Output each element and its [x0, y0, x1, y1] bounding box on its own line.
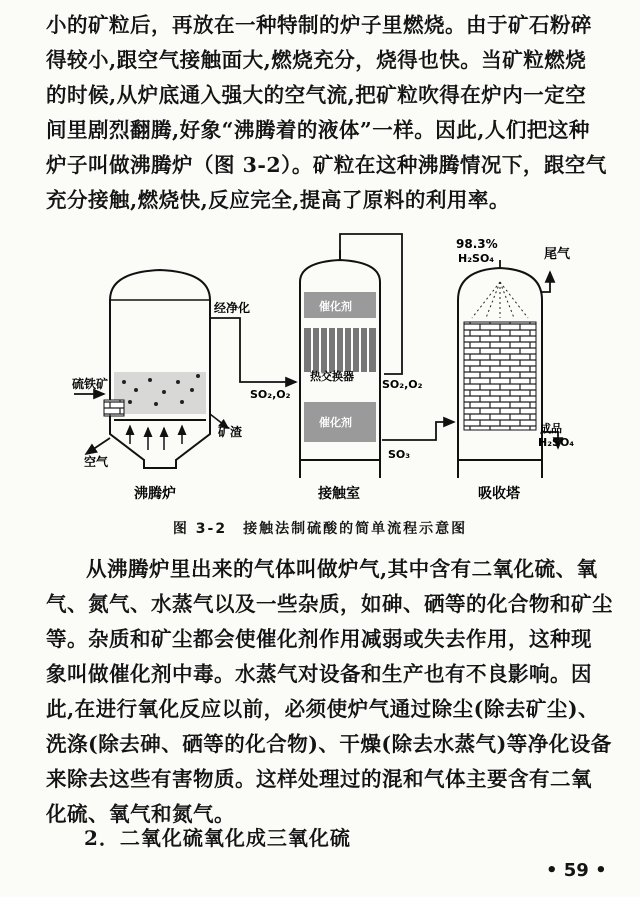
- paragraph-2: [46, 552, 612, 832]
- so3-label: SO₃: [388, 448, 411, 461]
- text-line: 充分接触,燃烧快,反应完全,提高了原料的利用率。: [46, 188, 510, 212]
- slag-label: 矿渣: [218, 425, 243, 439]
- contact-chamber: [300, 250, 380, 478]
- furnace-gas-label: SO₂,O₂: [250, 388, 291, 401]
- section-heading: 2．二氧化硫氧化成三氧化硫: [84, 826, 351, 850]
- acid-formula-label: H₂SO₄: [458, 252, 495, 265]
- sulfuric-acid-process-diagram: [64, 222, 604, 512]
- product-formula-label: H₂SO₄: [538, 436, 575, 449]
- purified-label: 经净化: [214, 301, 251, 315]
- text-line: 等。杂质和矿尘都会使催化剂作用减弱或失去作用，这种现: [46, 627, 592, 651]
- tail-gas-label: 尾气: [544, 247, 571, 262]
- figure-caption: 图 3-2 接触法制硫酸的简单流程示意图: [172, 521, 468, 537]
- text-line: 小的矿粒后，再放在一种特制的炉子里燃烧。由于矿石粉碎: [46, 13, 592, 37]
- text-line: 此,在进行氧化反应以前，必须使炉气通过除尘(除去矿尘)、: [46, 697, 600, 721]
- text-line: 象叫做催化剂中毒。水蒸气对设备和生产也有不良影响。因: [46, 662, 592, 686]
- absorption-tower-name: 吸收塔: [478, 486, 520, 502]
- product-label: 成品: [540, 422, 562, 435]
- catalyst-bottom-label: 催化剂: [319, 416, 352, 429]
- boiling-furnace: [104, 270, 228, 468]
- absorption-tower: [458, 268, 542, 478]
- so2-o2-label: SO₂,O₂: [382, 378, 423, 391]
- text-line: 洗涤(除去砷、硒等的化合物)、干燥(除去水蒸气)等净化设备: [46, 732, 612, 756]
- contact-chamber-name: 接触室: [318, 486, 360, 502]
- catalyst-top-label: 催化剂: [319, 300, 352, 313]
- heat-exchanger-label: 热交换器: [310, 370, 354, 383]
- text-line: 从沸腾炉里出来的气体叫做炉气,其中含有二氧化硫、氧: [86, 557, 598, 581]
- furnace-name: 沸腾炉: [134, 486, 176, 502]
- text-line: 炉子叫做沸腾炉（图 3-2）。矿粒在这种沸腾情况下，跟空气: [46, 153, 607, 177]
- text-line: 来除去这些有害物质。这样处理过的混和气体主要含有二氧: [46, 767, 592, 791]
- text-line: 气、氮气、水蒸气以及一些杂质，如砷、硒等的化合物和矿尘: [46, 592, 613, 616]
- acid-percent-label: 98.3%: [456, 237, 498, 251]
- text-line: 的时候,从炉底通入强大的空气流,把矿粒吹得在炉内一定空: [46, 83, 587, 107]
- air-label: 空气: [84, 455, 109, 469]
- ore-label: 硫铁矿: [72, 377, 109, 391]
- text-line: 得较小,跟空气接触面大,燃烧充分，烧得也快。当矿粒燃烧: [46, 48, 587, 72]
- text-line: 间里剧烈翻腾,好象“沸腾着的液体”一样。因此,人们把这种: [46, 118, 590, 142]
- text-line: 化硫、氧气和氮气。: [46, 802, 235, 826]
- paragraph-1: [46, 8, 612, 218]
- page-number: • 59 •: [546, 860, 607, 881]
